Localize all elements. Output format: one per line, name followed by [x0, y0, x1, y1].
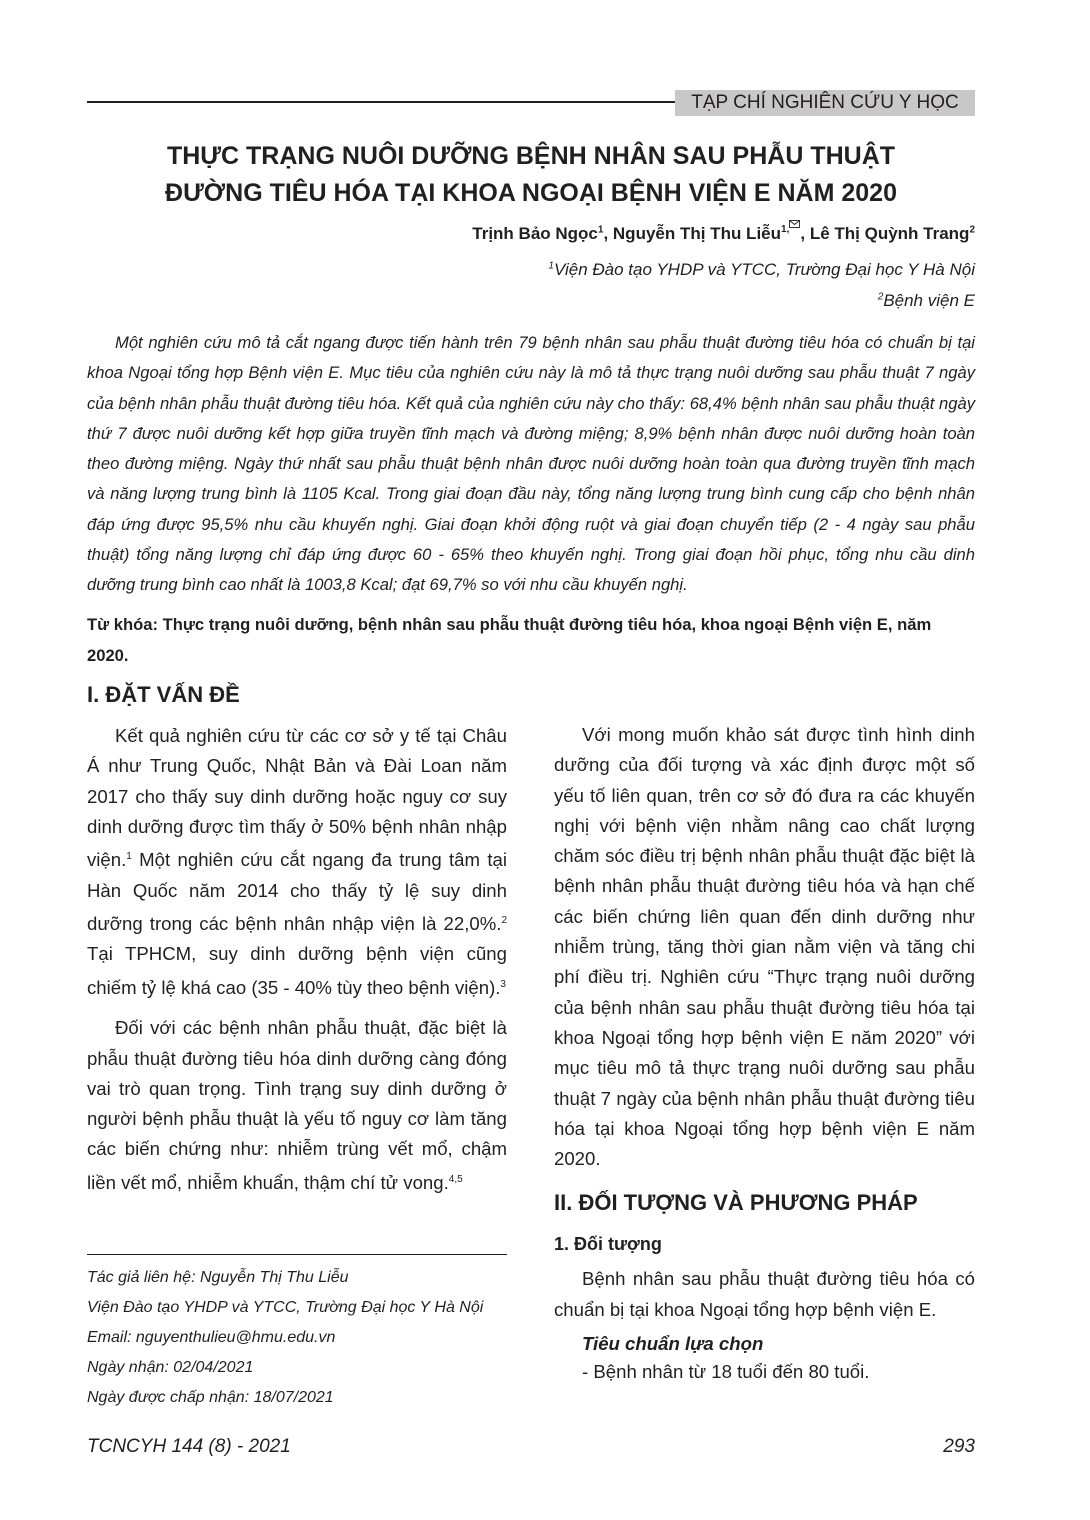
page-number: 293 [943, 1436, 975, 1457]
footnote-author: Tác giả liên hệ: Nguyễn Thị Thu Liễu [87, 1269, 349, 1286]
citation: 2 [501, 914, 507, 926]
correspondence-footnote [87, 1263, 507, 1413]
author-1: Trịnh Bảo Ngọc [472, 223, 598, 243]
affiliation-1-text: Viện Đào tạo YHDP và YTCC, Trường Đại học Y Hà Nội [553, 260, 975, 279]
subjects-paragraph: Bệnh nhân sau phẫu thuật đường tiêu hóa có chuẩn bị tại khoa Ngoại tổng hợp bệnh viện E. [554, 1268, 975, 1320]
keywords: Từ khóa: Thực trạng nuôi dưỡng, bệnh nhân sau phẫu thuật đường tiêu hóa, khoa ngoại Bệnh viện E, năm 2020. [87, 615, 932, 665]
section-1-heading: I. ĐẶT VẤN ĐỀ [87, 682, 240, 707]
author-3: Lê Thị Quỳnh Trang [809, 223, 970, 243]
author-3-affil: 2 [969, 224, 975, 236]
author-2-affil [781, 224, 800, 235]
intro-text-p2: Đối với các bệnh nhân phẫu thuật, đặc biệt là phẫu thuật đường tiêu hóa dinh dưỡng càng đóng vai trò quan trọng. Tình trạng suy dinh dưỡng ở người bệnh phẫu thuật là yếu tố nguy cơ làm tăng các biến chứng như: nhiễm trùng vết mổ, chậm liền vết mổ, nhiễm khuẩn, thậm chí tử vong. [87, 1017, 507, 1193]
title-line-1: THỰC TRẠNG NUÔI DƯỠNG BỆNH NHÂN SAU PHẪU THUẬT [166, 142, 896, 170]
journal-name: TẠP CHÍ NGHIÊN CỨU Y HỌC [675, 90, 975, 116]
intro-paragraph-3: Với mong muốn khảo sát được tình hình dinh dưỡng của đối tượng và xác định được một số yếu tố liên quan, trên cơ sở đó đưa ra các khuyến nghị với bệnh viện nhằm nâng cao chất lượng chăm sóc điều trị bệnh nhân phẫu thuật đặc biệt là bệnh nhân phẫu thuật đường tiêu hóa và hạn chế các biến chứng liên quan đến dinh dưỡng như nhiễm trùng, tăng thời gian nằm viện và tăng chi phí điều trị. Nghiên cứu “Thực trạng nuôi dưỡng của bệnh nhân sau phẫu thuật đường tiêu hóa tại khoa Ngoại tổng hợp bệnh viện E năm 2020” với mục tiêu mô tả thực trạng nuôi dưỡng sau phẫu thuật 7 ngày của bệnh nhân phẫu thuật đường tiêu hóa tại khoa Ngoại tổng hợp bệnh viện E năm 2020. [554, 724, 975, 1170]
author-separator: , [800, 223, 810, 243]
footnote-received: Ngày nhận: 02/04/2021 [87, 1359, 254, 1376]
intro-paragraph-2 [87, 1013, 507, 1198]
citation: 1 [126, 851, 132, 863]
affiliation-2 [878, 291, 975, 311]
affiliation-2-number: 2 [877, 291, 884, 303]
journal-issue: TCNCYH 144 (8) - 2021 [87, 1436, 291, 1457]
left-column [87, 680, 507, 1198]
footnote-accepted: Ngày được chấp nhận: 18/07/2021 [87, 1389, 334, 1406]
intro-paragraph-1 [87, 721, 507, 1003]
section-2-heading: II. ĐỐI TƯỢNG VÀ PHƯƠNG PHÁP [554, 1190, 918, 1216]
intro-text-c: Tại TPHCM, suy dinh dưỡng bệnh viện cũng chiếm tỷ lệ khá cao (35 - 40% tùy theo bệnh viện). [87, 943, 507, 998]
affiliation-1 [548, 260, 975, 280]
citation: 3 [500, 978, 506, 990]
author-list [472, 220, 975, 244]
right-column [554, 720, 975, 1383]
affiliation-1-number: 1 [548, 260, 554, 272]
criteria-heading: Tiêu chuẩn lựa chọn [582, 1333, 764, 1355]
citation: 4,5 [448, 1173, 463, 1185]
affiliation-2-text: Bệnh viện E [883, 291, 975, 310]
author-2-affil-number: 1, [781, 224, 790, 236]
subsection-heading: 1. Đối tượng [554, 1234, 662, 1255]
intro-text-a: Kết quả nghiên cứu từ các cơ sở y tế tại Châu Á như Trung Quốc, Nhật Bản và Đài Loan năm 2017 cho thấy suy dinh dưỡng hoặc nguy cơ suy dinh dưỡng được tìm thấy ở 50% bệnh nhân nhập viện. [87, 725, 507, 871]
footnote-email: Email: nguyenthulieu@hmu.edu.vn [87, 1329, 336, 1346]
article-title [87, 138, 975, 212]
envelope-icon [789, 220, 800, 228]
criteria-item: - Bệnh nhân từ 18 tuổi đến 80 tuổi. [582, 1361, 870, 1383]
author-2: Nguyễn Thị Thu Liễu [612, 223, 782, 243]
intro-text-b: Một nghiên cứu cắt ngang đa trung tâm tại Hàn Quốc năm 2014 cho thấy tỷ lệ suy dinh dưỡng trong các bệnh nhân nhập viện là 22,0%. [87, 849, 507, 935]
abstract: Một nghiên cứu mô tả cắt ngang được tiến hành trên 79 bệnh nhân sau phẫu thuật đường tiêu hóa có chuẩn bị tại khoa Ngoại tổng hợp Bệnh viện E. Mục tiêu của nghiên cứu này là mô tả thực trạng nuôi dưỡng sau phẫu thuật 7 ngày của bệnh nhân phẫu thuật đường tiêu hóa. Kết quả của nghiên cứu này cho thấy: 68,4% bệnh nhân sau phẫu thuật ngày thứ 7 được nuôi dưỡng kết hợp giữa truyền tĩnh mạch và đường miệng; 8,9% bệnh nhân được nuôi dưỡng hoàn toàn theo đường miệng. Ngày thứ nhất sau phẫu thuật bệnh nhân được nuôi dưỡng hoàn toàn qua đường truyền tĩnh mạch và năng lượng trung bình là 1105 Kcal. Trong giai đoạn đầu này, tổng năng lượng trung bình cung cấp cho bệnh nhân đáp ứng được 95,5% nhu cầu khuyến nghị. Giai đoạn khởi động ruột và giai đoạn chuyển tiếp (2 - 4 ngày sau phẫu thuật) tổng năng lượng chỉ đáp ứng được 60 - 65% theo khuyến nghị. Trong giai đoạn hồi phục, tổng nhu cầu dinh dưỡng trung bình cao nhất là 1003,8 Kcal; đạt 69,7% so với nhu cầu khuyến nghị. [87, 333, 975, 595]
author-separator: , [603, 223, 613, 243]
footnote-institution: Viện Đào tạo YHDP và YTCC, Trường Đại học Y Hà Nội [87, 1299, 484, 1316]
author-1-affil: 1 [597, 224, 604, 236]
title-line-2: ĐƯỜNG TIÊU HÓA TẠI KHOA NGOẠI BỆNH VIỆN E NĂM 2020 [165, 179, 897, 207]
header-rule [87, 101, 675, 103]
footnote-rule [87, 1254, 507, 1255]
